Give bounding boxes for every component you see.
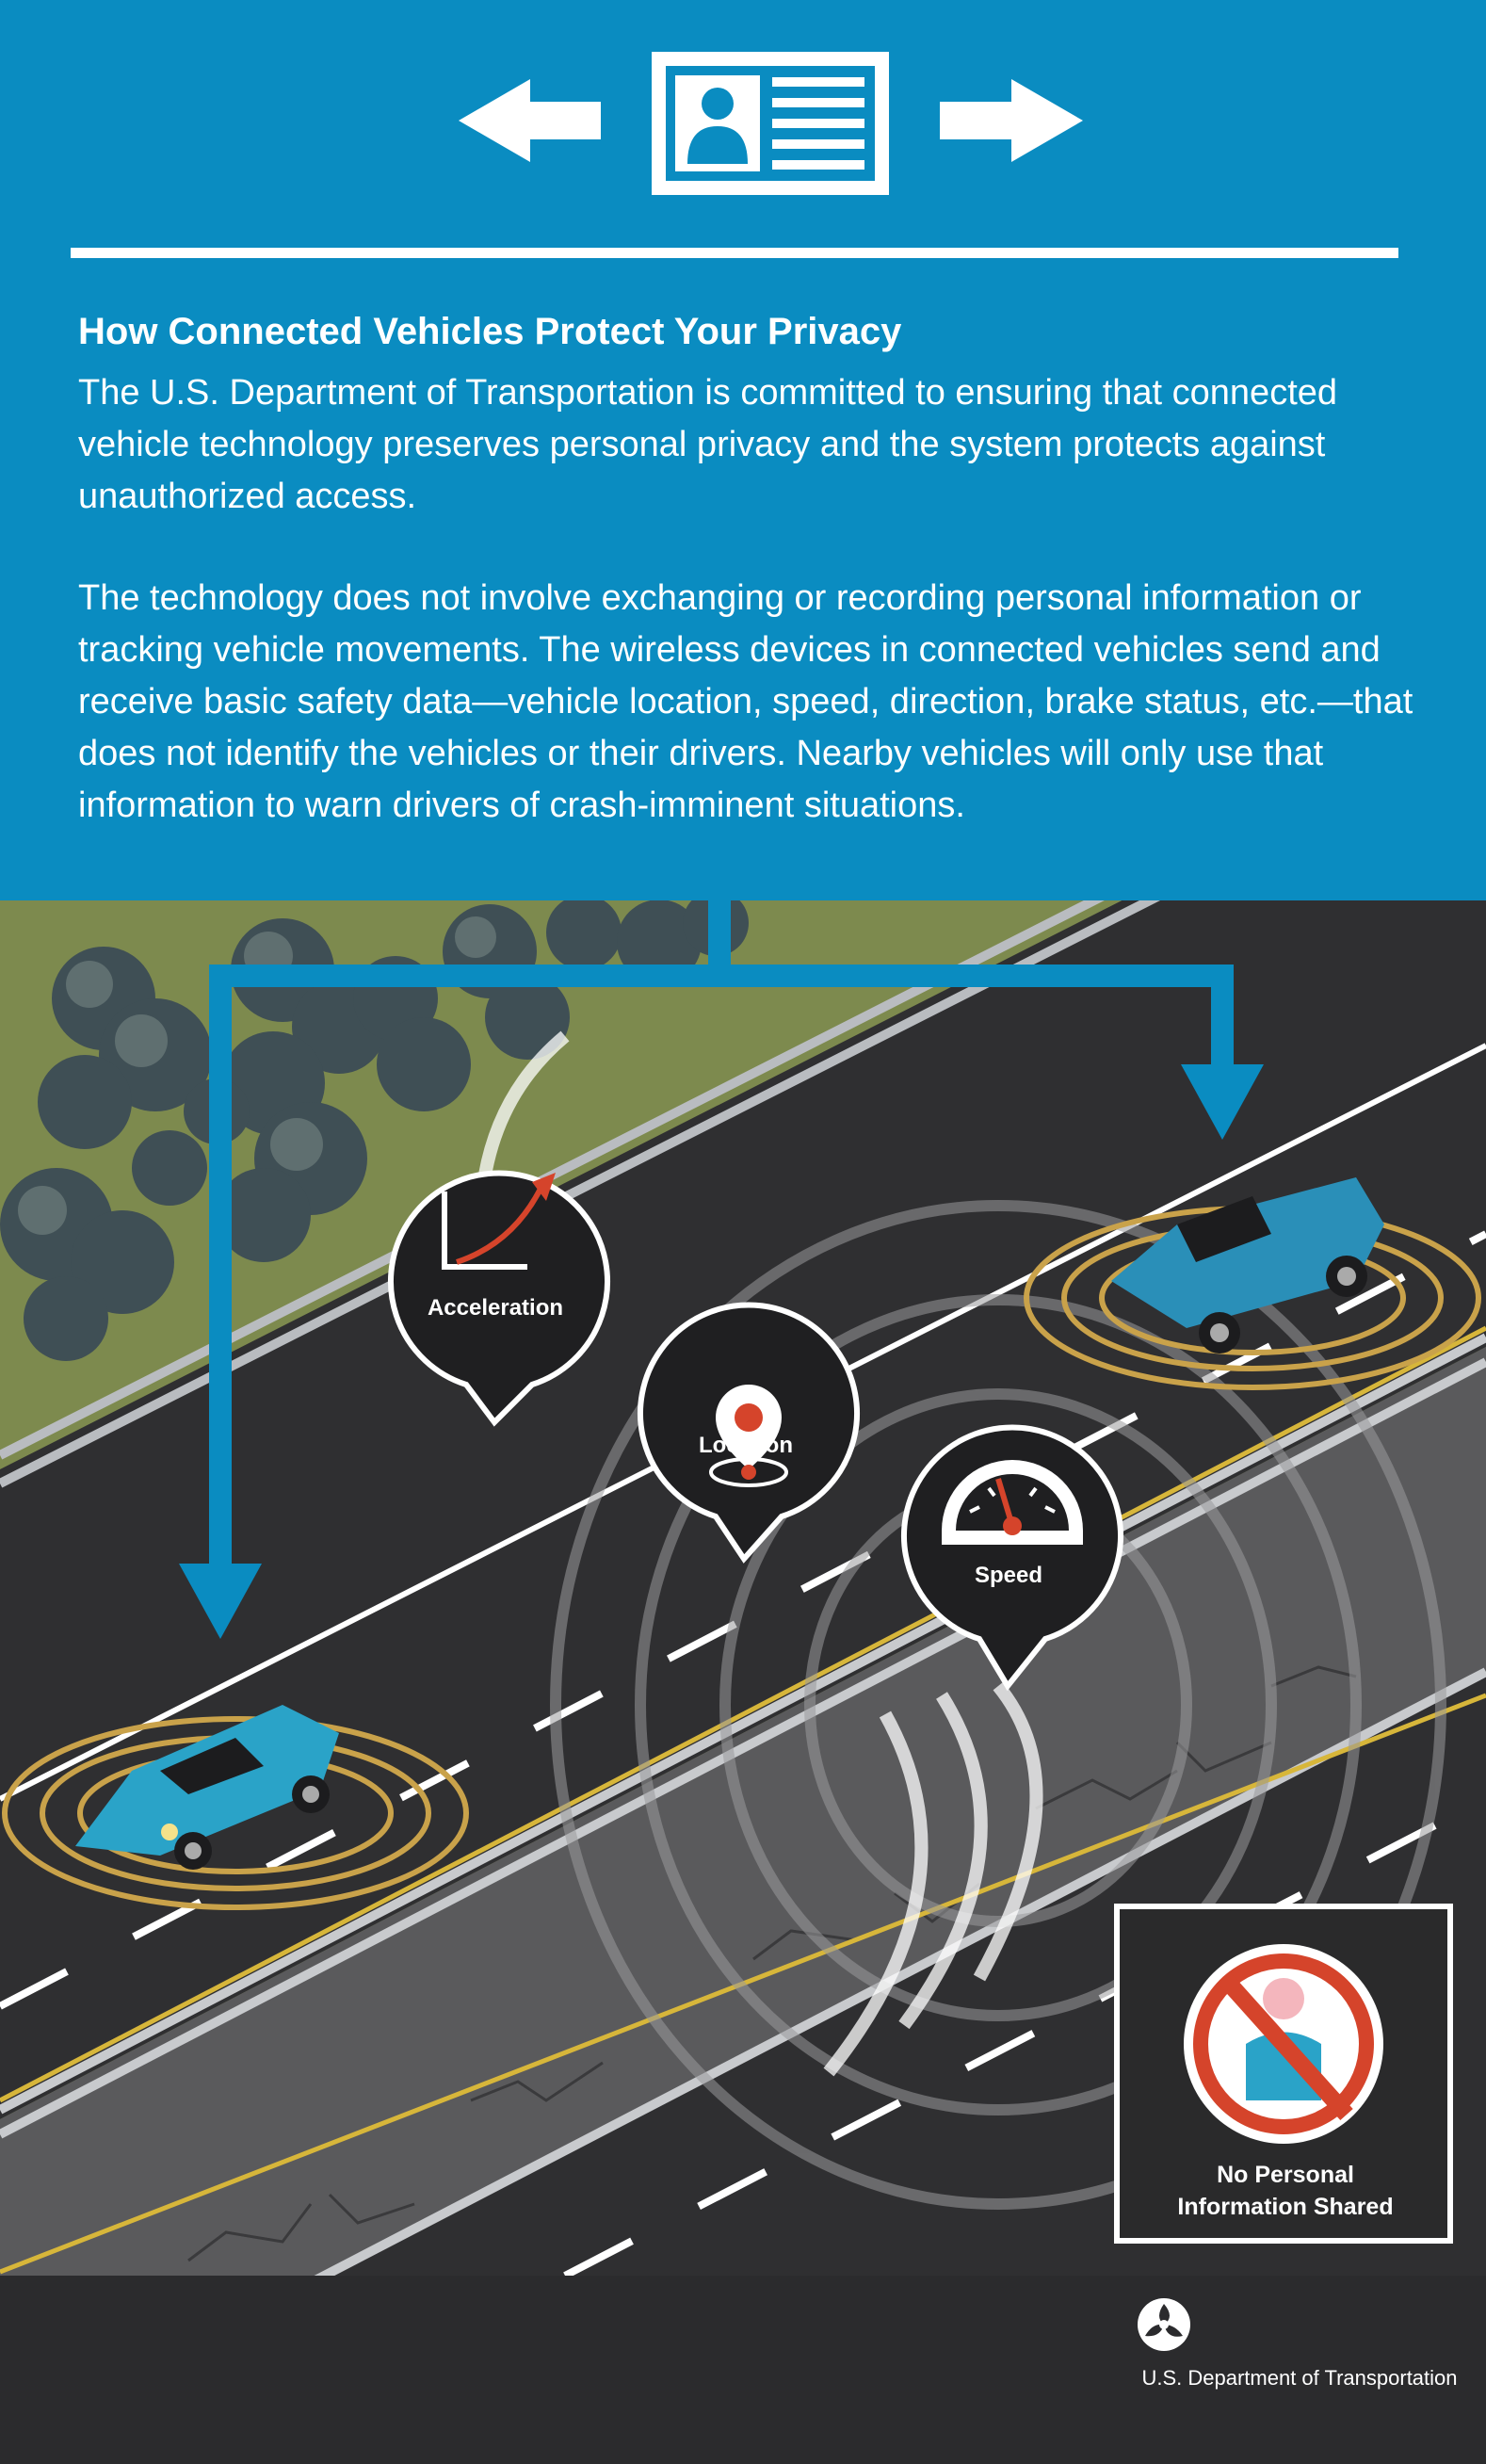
header-icons [0, 0, 1486, 245]
highway-illustration [0, 900, 1486, 2276]
sign-line-2: Information Shared [1177, 2194, 1394, 2220]
agency-name: U.S. Department of Transportation [1141, 2366, 1458, 2390]
arrow-right-icon [940, 79, 1083, 162]
sign-line-1: No Personal [1217, 2162, 1354, 2188]
id-card-icon [652, 52, 889, 195]
page-title: How Connected Vehicles Protect Your Privacy [78, 311, 902, 352]
header-panel [0, 0, 1486, 900]
no-personal-info-label [1121, 2159, 1450, 2223]
divider-line [71, 248, 1398, 258]
intro-paragraph: The U.S. Department of Transportation is committed to ensuring that connected vehicle technology preserves personal privacy and the system protects against unauthorized access. [78, 373, 1338, 516]
no-person-icon [1184, 1944, 1383, 2144]
speed-label: Speed [974, 1563, 1043, 1588]
location-label: Location [699, 1433, 793, 1458]
dot-logo-icon [1136, 2296, 1192, 2353]
acceleration-label: Acceleration [427, 1295, 564, 1321]
arrow-left-icon [459, 79, 601, 162]
detail-paragraph: The technology does not involve exchanging or recording personal information or tracking vehicle movements. The wireless devices in connected vehicles send and receive basic safety data—vehicle location, speed, direction, brake status, etc.—that does not identify the vehicles or their drivers. Nearby vehicles will only use that information to warn drivers of crash-imminent situations. [78, 578, 1413, 825]
